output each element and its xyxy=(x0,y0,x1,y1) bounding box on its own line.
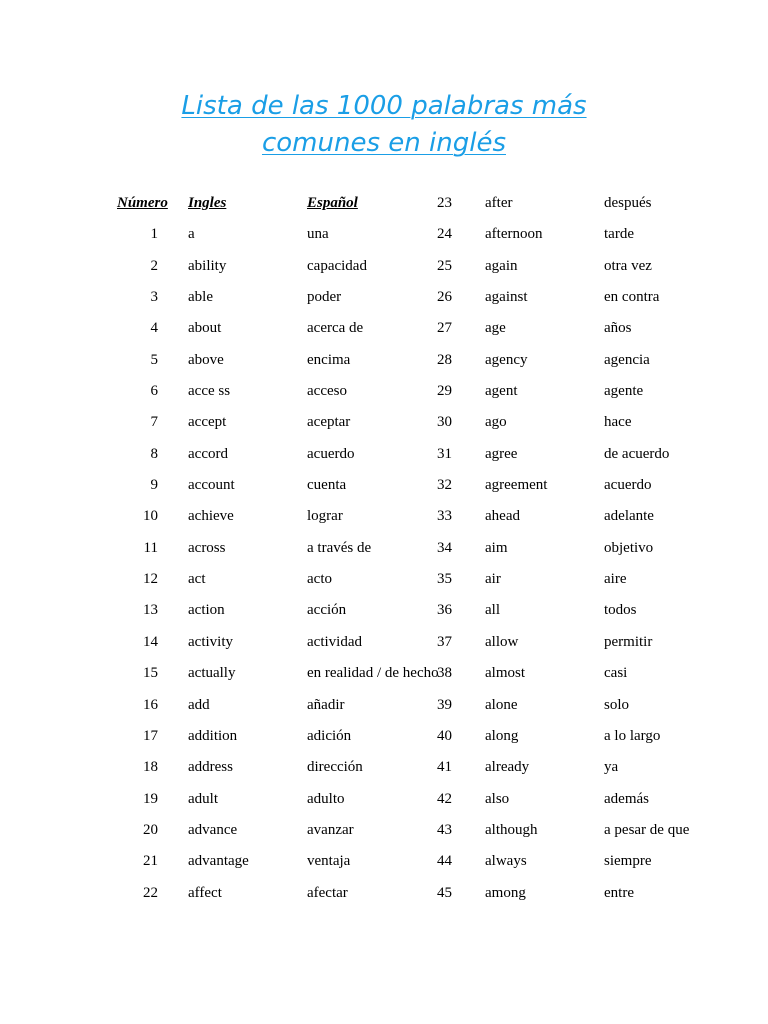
table-row xyxy=(0,251,768,282)
left-number: 7 xyxy=(150,414,158,431)
right-english-word: ahead xyxy=(485,508,520,525)
right-number: 34 xyxy=(437,539,452,556)
left-english-word: across xyxy=(188,539,226,556)
table-header-row xyxy=(0,188,768,219)
table-row xyxy=(0,690,768,721)
left-number: 13 xyxy=(143,602,158,619)
right-spanish-word: tarde xyxy=(604,226,634,243)
table-row xyxy=(0,282,768,313)
right-english-word: also xyxy=(485,790,510,807)
right-spanish-word: hace xyxy=(604,414,632,431)
title-line-2: comunes en inglés xyxy=(261,128,506,158)
table-row xyxy=(0,533,768,564)
left-number: 18 xyxy=(143,759,158,776)
left-number: 9 xyxy=(150,477,158,494)
table-row xyxy=(0,784,768,815)
right-spanish-word: agente xyxy=(604,383,644,400)
right-english-word: agency xyxy=(485,351,528,368)
left-number: 8 xyxy=(150,445,158,462)
table-row xyxy=(0,376,768,407)
right-english-word: almost xyxy=(485,665,525,682)
right-number: 36 xyxy=(437,602,452,619)
right-english-word: already xyxy=(485,759,530,776)
right-number: 37 xyxy=(437,633,452,650)
table-row xyxy=(0,595,768,626)
right-number: 38 xyxy=(437,665,452,682)
left-number: 1 xyxy=(150,226,158,243)
left-english-word: accord xyxy=(188,445,228,462)
left-number: 2 xyxy=(150,257,158,274)
title-line-1: Lista de las 1000 palabras más xyxy=(181,91,587,121)
left-number: 11 xyxy=(143,539,158,556)
right-spanish-word: a pesar de que xyxy=(604,821,690,838)
left-spanish-word: afectar xyxy=(307,884,348,901)
left-english-word: account xyxy=(188,477,235,494)
right-english-word: aim xyxy=(485,539,508,556)
right-number: 39 xyxy=(437,696,452,713)
table-body xyxy=(0,219,768,909)
left-spanish-word: acto xyxy=(307,571,332,588)
right-spanish-word: de acuerdo xyxy=(604,445,670,462)
header-espanol: Español xyxy=(307,195,358,211)
table-row xyxy=(0,564,768,595)
left-english-word: acce ss xyxy=(188,383,231,400)
right-spanish-word: casi xyxy=(604,665,628,682)
right-english-word: always xyxy=(485,853,527,870)
right-number: 45 xyxy=(437,884,452,901)
right-spanish-word: agencia xyxy=(604,351,650,368)
left-english-word: activity xyxy=(188,633,233,650)
left-spanish-word: dirección xyxy=(307,759,363,776)
right-english-word: ago xyxy=(485,414,507,431)
right-spanish-word: después xyxy=(604,195,652,211)
left-number: 22 xyxy=(143,884,158,901)
left-spanish-word: una xyxy=(307,226,329,243)
right-english-word: again xyxy=(485,257,518,274)
right-english-word: although xyxy=(485,821,538,838)
left-english-word: act xyxy=(188,571,206,588)
right-spanish-word: objetivo xyxy=(604,539,654,556)
left-number: 10 xyxy=(143,508,158,525)
table-row xyxy=(0,219,768,250)
left-spanish-word: añadir xyxy=(307,696,345,713)
right-spanish-word: entre xyxy=(604,884,634,901)
right-spanish-word: todos xyxy=(604,602,637,619)
right-english-word: against xyxy=(485,289,528,306)
right-number: 32 xyxy=(437,477,452,494)
left-spanish-word: capacidad xyxy=(307,257,367,274)
left-spanish-word: acuerdo xyxy=(307,445,355,462)
left-english-word: ability xyxy=(188,257,227,274)
table-row xyxy=(0,846,768,877)
left-english-word: above xyxy=(188,351,224,368)
table-row xyxy=(0,313,768,344)
header-ingles: Ingles xyxy=(188,195,227,211)
right-english-word: agree xyxy=(485,445,518,462)
right-number: 42 xyxy=(437,790,452,807)
table-row xyxy=(0,721,768,752)
left-english-word: address xyxy=(188,759,233,776)
left-number: 3 xyxy=(150,289,158,306)
right-number: 26 xyxy=(437,289,452,306)
left-number: 4 xyxy=(150,320,158,337)
left-spanish-word: en realidad / de hecho xyxy=(307,665,439,682)
right-number: 28 xyxy=(437,351,452,368)
right-number: 33 xyxy=(437,508,452,525)
right-spanish-word: a lo largo xyxy=(604,727,661,744)
left-number: 17 xyxy=(143,727,158,744)
right-english-word: afternoon xyxy=(485,226,543,243)
left-spanish-word: ventaja xyxy=(307,853,351,870)
right-english-word: agent xyxy=(485,383,518,400)
right-english-word: allow xyxy=(485,633,519,650)
left-number: 19 xyxy=(143,790,158,807)
right-number: 40 xyxy=(437,727,452,744)
table-row xyxy=(0,815,768,846)
right-spanish-word: siempre xyxy=(604,853,652,870)
right-spanish-word: solo xyxy=(604,696,630,713)
header-numero: Número xyxy=(117,195,168,211)
right-spanish-word: ya xyxy=(604,759,619,776)
left-english-word: able xyxy=(188,289,213,306)
table-row xyxy=(0,470,768,501)
right-english-word: air xyxy=(485,571,501,588)
table-row xyxy=(0,501,768,532)
left-spanish-word: poder xyxy=(307,289,342,306)
table-row xyxy=(0,345,768,376)
right-spanish-word: otra vez xyxy=(604,257,652,274)
right-spanish-word: permitir xyxy=(604,633,653,650)
left-spanish-word: encima xyxy=(307,351,351,368)
left-number: 21 xyxy=(143,853,158,870)
left-spanish-word: a través de xyxy=(307,539,372,556)
table-row xyxy=(0,658,768,689)
right-number: 35 xyxy=(437,571,452,588)
left-english-word: about xyxy=(188,320,222,337)
left-spanish-word: acción xyxy=(307,602,347,619)
right-spanish-word: además xyxy=(604,790,649,807)
right-english-word: age xyxy=(485,320,506,337)
right-spanish-word: acuerdo xyxy=(604,477,652,494)
right-number: 24 xyxy=(437,226,452,243)
table-row xyxy=(0,627,768,658)
left-english-word: actually xyxy=(188,665,236,682)
left-english-word: achieve xyxy=(188,508,234,525)
left-spanish-word: adición xyxy=(307,727,352,744)
left-spanish-word: cuenta xyxy=(307,477,347,494)
right-number: 23 xyxy=(437,195,452,211)
right-english-word: among xyxy=(485,884,526,901)
left-number: 15 xyxy=(143,665,158,682)
right-number: 27 xyxy=(437,320,452,337)
left-spanish-word: lograr xyxy=(307,508,343,525)
left-spanish-word: avanzar xyxy=(307,821,354,838)
left-english-word: add xyxy=(188,696,210,713)
document-title xyxy=(0,88,768,162)
left-spanish-word: acceso xyxy=(307,383,347,400)
left-english-word: addition xyxy=(188,727,238,744)
left-english-word: adult xyxy=(188,790,218,807)
left-spanish-word: acerca de xyxy=(307,320,364,337)
right-spanish-word: años xyxy=(604,320,632,337)
left-english-word: action xyxy=(188,602,225,619)
right-spanish-word: aire xyxy=(604,571,627,588)
right-english-word: after xyxy=(485,195,513,211)
right-english-word: all xyxy=(485,602,500,619)
left-english-word: a xyxy=(188,226,195,243)
left-number: 12 xyxy=(143,571,158,588)
left-number: 14 xyxy=(143,633,158,650)
right-number: 29 xyxy=(437,383,452,400)
right-number: 44 xyxy=(437,853,452,870)
left-english-word: advantage xyxy=(188,853,249,870)
left-spanish-word: aceptar xyxy=(307,414,351,431)
left-english-word: affect xyxy=(188,884,222,901)
right-number: 25 xyxy=(437,257,452,274)
left-number: 20 xyxy=(143,821,158,838)
right-spanish-word: en contra xyxy=(604,289,660,306)
table-row xyxy=(0,752,768,783)
table-row xyxy=(0,407,768,438)
left-number: 5 xyxy=(150,351,158,368)
word-table xyxy=(0,188,768,909)
right-number: 43 xyxy=(437,821,452,838)
table-row xyxy=(0,439,768,470)
left-number: 16 xyxy=(143,696,158,713)
left-english-word: advance xyxy=(188,821,238,838)
table-row xyxy=(0,878,768,909)
left-spanish-word: actividad xyxy=(307,633,362,650)
right-english-word: along xyxy=(485,727,519,744)
right-number: 30 xyxy=(437,414,452,431)
right-spanish-word: adelante xyxy=(604,508,654,525)
left-spanish-word: adulto xyxy=(307,790,345,807)
right-english-word: agreement xyxy=(485,477,548,494)
right-english-word: alone xyxy=(485,696,518,713)
left-number: 6 xyxy=(150,383,158,400)
left-english-word: accept xyxy=(188,414,227,431)
right-number: 41 xyxy=(437,759,452,776)
right-number: 31 xyxy=(437,445,452,462)
